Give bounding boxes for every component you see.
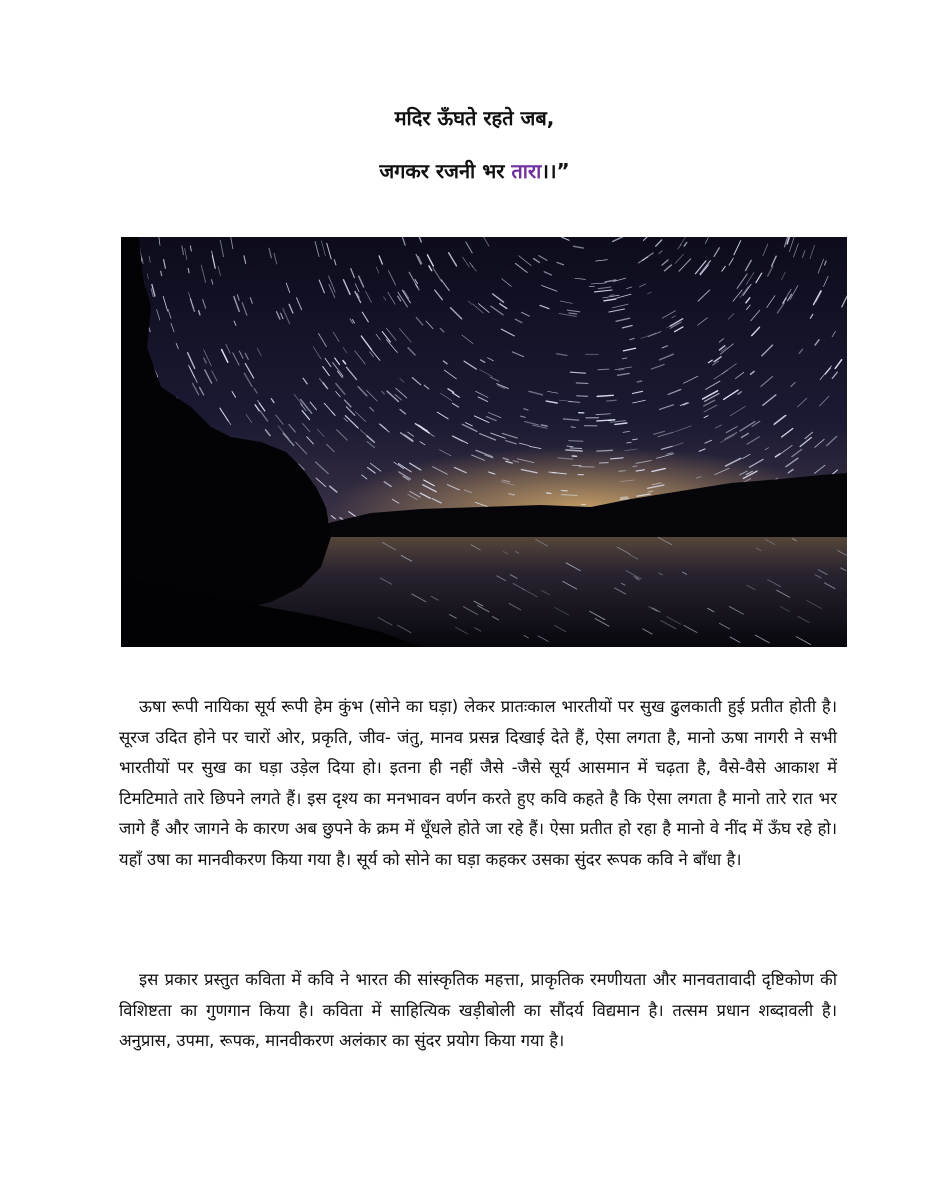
star-trail (567, 446, 573, 447)
verse-line-2 (0, 157, 949, 185)
verse-line-2-suffix: ।।” (541, 159, 570, 183)
star-trail (619, 471, 626, 472)
star-trail (547, 493, 551, 494)
star-trail (566, 450, 582, 451)
star-trail (620, 499, 628, 500)
star-trail (597, 450, 613, 451)
star-trail (576, 383, 588, 384)
paragraph-1 (119, 692, 837, 875)
star-trail (637, 381, 641, 382)
star-trail (621, 497, 627, 498)
verse-line-2-prefix: जगकर रजनी भर (379, 159, 512, 183)
star-trail (609, 420, 615, 421)
star-trail (570, 448, 581, 449)
star-trails-photo (121, 237, 847, 647)
paragraph-1-text: ऊषा रूपी नायिका सूर्य रूपी हेम कुंभ (सोने का घड़ा) लेकर प्रातःकाल भारतीयों पर सुख ढुलकाती हुई प्रतीत होती है। सूरज उदित होने पर चारों ओर, प्रकृति, जीव- जंतु, मानव प्रसन्न दिखाई देते हैं, ऐसा लगता है, मानो ऊषा नागरी ने सभी भारतीयों पर सुख का घड़ा उड़ेल दिया हो। इतना ही नहीं जैसे -जैसे सूर्य आसमान में चढ़ता है, वैसे-वैसे आकाश में टिमटिमाते तारे छिपने लगते हैं। इस दृश्य का मनभावन वर्णन करते हुए कवि कहते है कि ऐसा लगता है मानो तारे रात भर जागे हैं और जागने के कारण अब छुपने के क्रम में धूँधले होते जा रहे हैं। ऐसा प्रतीत हो रहा है मानो वे नींद में ऊँघ रहे हो। यहाँ उषा का मानवीकरण किया गया है। सूर्य को सोने का घड़ा कहकर उसका सुंदर रूपक कवि ने बाँधा है। (119, 697, 837, 869)
star-trail (577, 396, 588, 397)
star-trail (569, 441, 583, 442)
star-trail (633, 466, 637, 467)
verse-line-1: मदिर ऊँघते रहते जब, (394, 106, 555, 130)
star-trail (610, 295, 614, 296)
paragraph-2 (119, 965, 837, 1057)
verse-highlight-word: तारा (511, 159, 542, 183)
paragraph-2-text: इस प्रकार प्रस्तुत कविता में कवि ने भारत की सांस्कृतिक महत्ता, प्राकृतिक रमणीयता और मानवतावादी दृष्टिकोण की विशिष्टता का गुणगान किया है। कविता में साहित्यिक खड़ीबोली का सौंदर्य विद्यमान है। तत्सम प्रधान शब्दावली है। अनुप्रास, उपमा, रूपक, मानवीकरण अलंकार का सुंदर प्रयोग किया गया है। (119, 970, 837, 1050)
